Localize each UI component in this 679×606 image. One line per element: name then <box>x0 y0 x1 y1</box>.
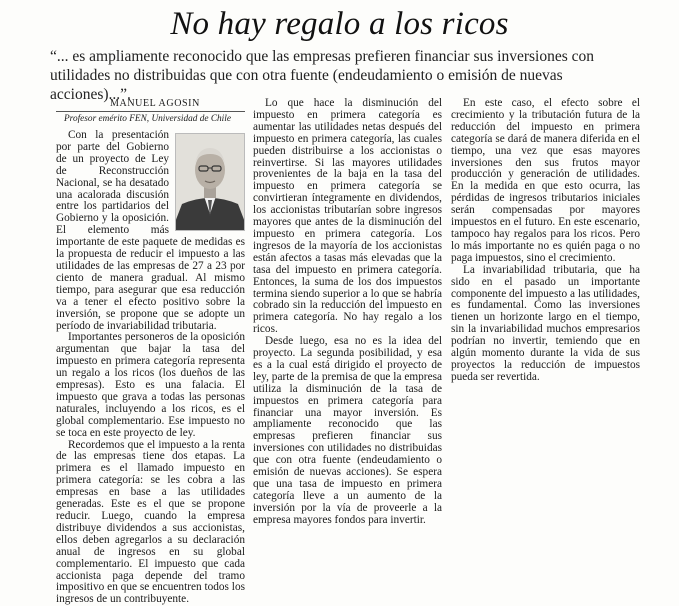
author-affiliation: Profesor emérito FEN, Universidad de Chile <box>64 114 231 124</box>
author-name: MANUEL AGOSIN <box>110 98 200 109</box>
headline: No hay regalo a los ricos <box>170 6 509 42</box>
column-3 <box>451 98 640 384</box>
byline-rule <box>56 111 245 112</box>
column-1 <box>56 98 245 606</box>
deck-quote: “... es ampliamente reconocido que las empresas prefieren financiar sus inversiones con utilidades no distribuidas que con otra fuente (endeudamiento o emisión de nuevas acciones)...”. <box>50 48 595 103</box>
paragraph-3-part-1: Recordemos que el impuesto a la renta de las empresas tiene dos etapas. La primera es el llamado impuesto en primera categoría: se les cobra a las empresas en base a las utilidades generadas. Este es el que se propone reducir. Luego, cuando la empresa distribuye dividendos a sus accionistas, ellos deben agregarlos a su declaración anual de ingresos en su global complementario. El impuesto que cada accionista paga depende del tramo impositivo en que se encuentren todos los ingresos de un contribuyente. <box>56 438 245 606</box>
paragraph-6: En este caso, el efecto sobre el crecimiento y la tributación futura de la reducción del impuesto en primera categoría se dará de manera diferida en el tiempo, una vez que esas mayores inversiones den sus frutos mayor producción y generación de utilidades. En la medida en que esto ocurra, las pérdidas de ingresos tributarios iniciales serán compensadas por mayores impuestos en el futuro. En este escenario, tampoco hay regalos para los ricos. Pero lo más importante no es quién paga o no paga impuestos, sino el crecimiento. <box>451 97 640 264</box>
paragraph-1: Con la presentación por parte del Gobierno de un proyecto de Ley de Reconstrucción Nacional, se ha desatado una acalorada discusión entre los partidarios del Gobierno y la oposición. El elemento más importante de este paquete de medidas es la propuesta de reducir el impuesto a las utilidades de las empresas de 27 a 23 por ciento de manera gradual. Al mismo tiempo, para asegurar que esa reducción va a tener el efecto positivo sobre la inversión, se propone que se adopte un período de invariabilidad tributaria. <box>56 129 245 332</box>
paragraph-7: La invariabilidad tributaria, que ha sido en el pasado un importante componente del impuesto a las utilidades, es fundamental. Como las inversiones tienen un horizonte largo en el tiempo, sin la invariabilidad muchos empresarios podrían no invertir, temiendo que en algún momento durante la vida de sus proyectos la reducción de impuestos pueda ser revertida. <box>451 263 640 383</box>
paragraph-5: Desde luego, esa no es la idea del proyecto. La segunda posibilidad, y esa es a la cual está dirigido el proyecto de ley, parte de la premisa de que la empresa utiliza la disminución de la tasa de impuestos en primera categoría para financiar una mayor inversión. Es ampliamente reconocido que las empresas prefieren financiar sus inversiones con utilidades no distribuidas que con otra fuente (endeudamiento o emisión de nuevas acciones). Se espera que una tasa de impuesto en primera categoría lleve a un aumento de la inversión por la vía de proveerle a la empresa mayores fondos para invertir. <box>253 335 442 526</box>
paragraph-4: Lo que hace la disminución del impuesto en primera categoría es aumentar las utilidades netas después del impuesto en primera categoría, las cuales pueden distribuirse a los accionistas o reinvertirse. Si las mayores utilidades provenientes de la baja en la tasa del impuesto en primera categoría se convirtieran íntegramente en dividendos, los accionistas tributarían sobre ingresos mayores que antes de la disminución del impuesto en primera categoría. Los ingresos de la mayoría de los accionistas están afectos a tasas más elevadas que la tasa del impuesto en primera categoría. Entonces, la suma de los dos impuestos termina siendo superior a lo que se habría cobrado sin la reducción del impuesto en primera categoría. No hay regalo a los ricos. <box>253 97 442 336</box>
paragraph-2: Importantes personeros de la oposición argumentan que bajar la tasa del impuesto en primera categoría representa un regalo a los ricos (los dueños de las empresas). Esto es una falacia. El impuesto que grava a todas las personas naturales, incluyendo a los ricos, es el global complementario. Ese impuesto no se toca en este proyecto de ley. <box>56 331 245 439</box>
author-photo <box>175 133 245 231</box>
column-2 <box>253 98 442 527</box>
